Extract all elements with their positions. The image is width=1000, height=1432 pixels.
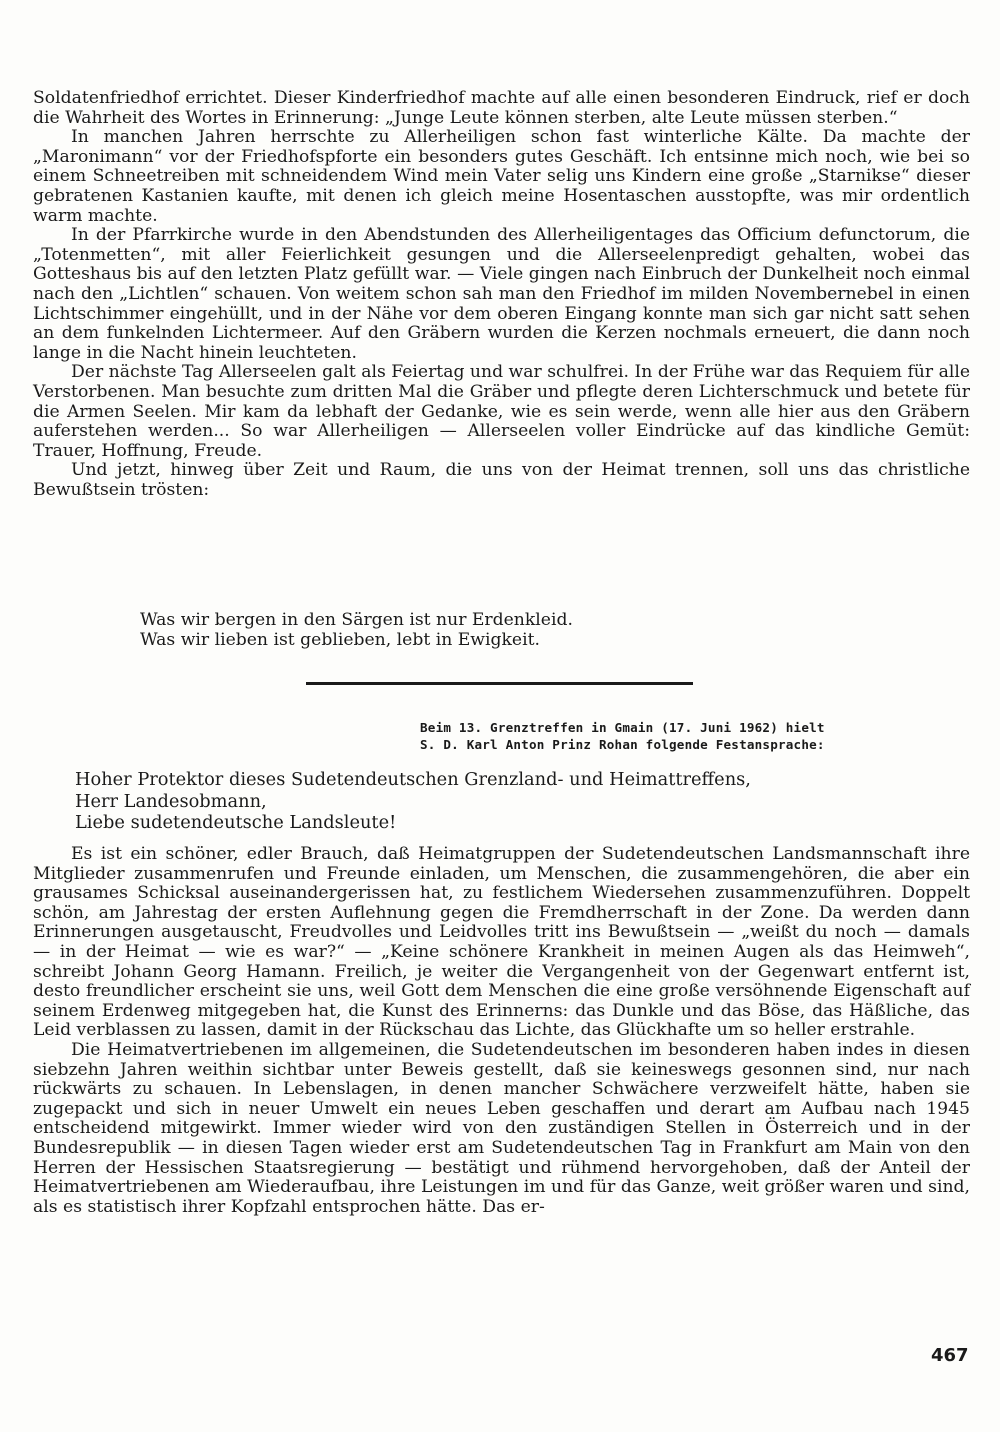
top-text-block	[33, 89, 970, 500]
speech-intro	[420, 719, 890, 753]
paragraph-heimatvertriebenen: Die Heimatvertriebenen im allgemeinen, die Sudetendeutschen im besonderen haben indes in diesen siebzehn Jahren weithin sichtbar unter Beweis gestellt, daß sie keineswegs gesonnen sind, nur nach rückwärts zu schauen. In Lebenslagen, in denen mancher Schwächere verzweifelt hätte, haben sie zugepackt und sich in neuer Umwelt ein neues Leben geschaffen und derart am Aufbau nach 1945 entscheidend mitgewirkt. Immer wieder wird von den zuständigen Stellen in Österreich und in der Bundesrepublik — in diesen Tagen wieder erst am Sudetendeutschen Tag in Frankfurt am Main von den Herren der Hessischen Staatsregierung — bestätigt und rühmend hervorgehoben, daß der Anteil der Heimatvertriebenen am Wiederaufbau, ihre Leistungen im und für das Ganze, weit größer waren und sind, als es statistisch ihrer Kopfzahl entsprochen hätte. Das er-	[33, 1039, 970, 1217]
speech-text-block	[33, 845, 970, 1217]
paragraph-schoener-brauch: Es ist ein schöner, edler Brauch, daß Heimatgruppen der Sudetendeutschen Landsmannschaft ihre Mitglieder zusammenrufen und Freunde einladen, um Menschen, die zusammengehören, die aber ein grausames Schicksal auseinandergerissen hat, zu festlichem Wiedersehen zusammenzuführen. Doppelt schön, am Jahrestag der ersten Auflehnung gegen die Fremdherrschaft in der Zone. Da werden dann Erinnerungen ausgetauscht, Freudvolles und Leidvolles tritt ins Bewußtsein — „weißt du noch — damals — in der Heimat — wie es war?“ — „Keine schönere Krankheit in meinen Augen als das Heimweh“, schreibt Johann Georg Hamann. Freilich, je weiter die Vergangenheit von der Gegenwart entfernt ist, desto freundlicher erscheint sie uns, weil Gott dem Menschen die eine große versöhnende Eigenschaft auf seinem Erdenweg mitgegeben hat, die Kunst des Erinnerns: das Dunkle und das Böse, das Häßliche, das Leid verblassen zu lassen, damit in der Rückschau das Lichte, das Glückhafte um so heller erstrahle.	[33, 844, 970, 1041]
salutation-block	[75, 769, 751, 834]
page-number: 467	[931, 1345, 969, 1366]
paragraph-pfarrkirche: In der Pfarrkirche wurde in den Abendstunden des Allerheiligentages das Officium defunctorum, die „Totenmetten“, mit aller Feierlichkeit gesungen und die Allerseelenpredigt gehalten, wobei das Gotteshaus bis auf den letzten Platz gefüllt war. — Viele gingen nach Einbruch der Dunkelheit noch einmal nach den „Lichtlen“ schauen. Von weitem schon sah man den Friedhof im milden Novembernebel in einen Lichtschimmer eingehüllt, und in der Nähe vor dem oberen Eingang konnte man sich gar nicht satt sehen an dem funkelnden Lichtermeer. Auf den Gräbern wurden die Kerzen nochmals erneuert, die dann noch lange in die Nacht hinein leuchteten.	[33, 225, 970, 363]
salutation-line: Liebe sudetendeutsche Landsleute!	[75, 812, 397, 833]
verse-line: Was wir bergen in den Särgen ist nur Erdenkleid.	[140, 610, 573, 630]
speech-intro-line: Beim 13. Grenztreffen in Gmain (17. Juni 1962) hielt	[420, 720, 825, 735]
paragraph-heimat-trennen: Und jetzt, hinweg über Zeit und Raum, die uns von der Heimat trennen, soll uns das christliche Bewußtsein trösten:	[33, 460, 970, 500]
verse-line: Was wir lieben ist geblieben, lebt in Ewigkeit.	[140, 629, 540, 650]
paragraph-cemetery-continuation: Soldatenfriedhof errichtet. Dieser Kinderfriedhof machte auf alle einen besonderen Eindruck, rief er doch die Wahrheit des Wortes in Erinnerung: „Junge Leute können sterben, alte Leute müssen sterben.“	[33, 88, 970, 128]
paragraph-maronimann: In manchen Jahren herrschte zu Allerheiligen schon fast winterliche Kälte. Da machte der „Maronimann“ vor der Friedhofspforte ein besonders gutes Geschäft. Ich entsinne mich noch, wie bei so einem Schneetreiben mit schneidendem Wind mein Vater selig uns Kindern eine große „Starnikse“ dieser gebratenen Kastanien kaufte, mit denen ich gleich meine Hosentaschen ausstopfte, was mir ordentlich warm machte.	[33, 127, 970, 226]
speech-intro-line: S. D. Karl Anton Prinz Rohan folgende Festansprache:	[420, 737, 825, 752]
section-divider	[306, 682, 693, 685]
salutation-line: Herr Landesobmann,	[75, 790, 267, 812]
paragraph-allerseelen: Der nächste Tag Allerseelen galt als Feiertag und war schulfrei. In der Frühe war das Requiem für alle Verstorbenen. Man besuchte zum dritten Mal die Gräber und pflegte deren Lichterschmuck und betete für die Armen Seelen. Mir kam da lebhaft der Gedanke, wie es sein werde, wenn alle hier aus den Gräbern auferstehen werden... So war Allerheiligen — Allerseelen voller Eindrücke auf das kindliche Gemüt: Trauer, Hoffnung, Freude.	[33, 362, 970, 461]
salutation-line: Hoher Protektor dieses Sudetendeutschen Grenzland- und Heimattreffens,	[75, 769, 751, 790]
verse-block	[140, 611, 573, 650]
